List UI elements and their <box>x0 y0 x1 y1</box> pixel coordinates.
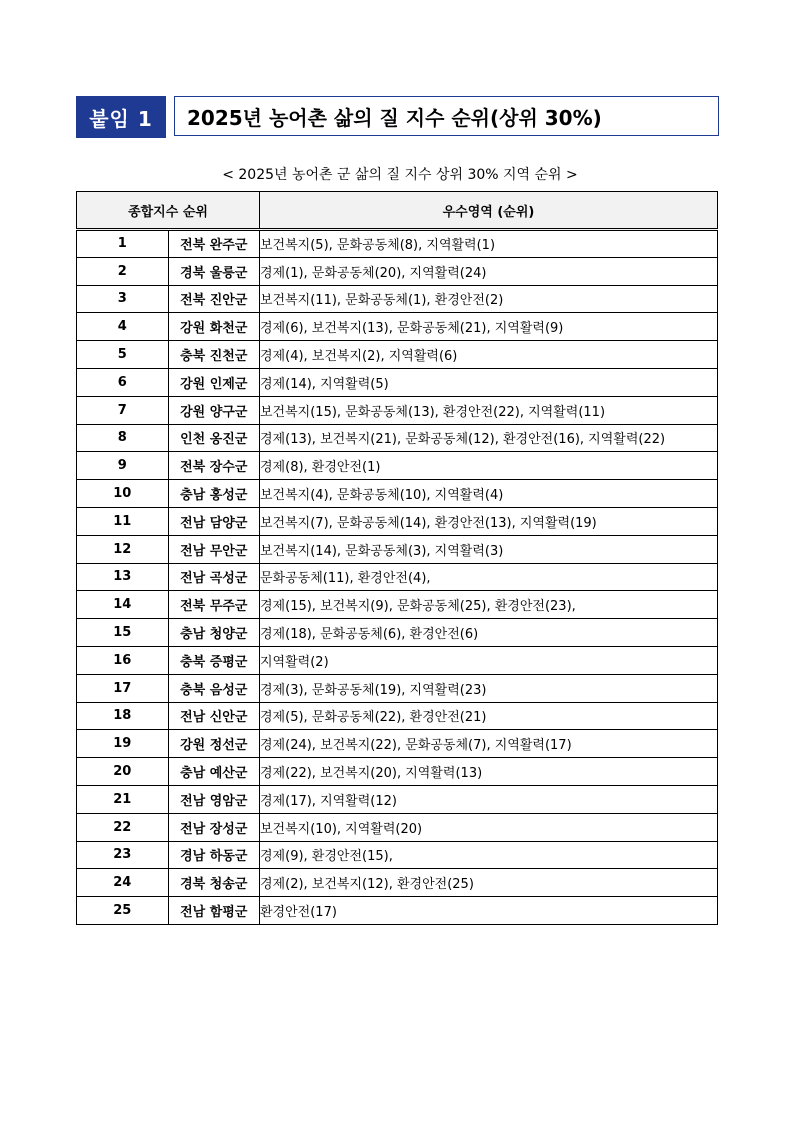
areas-cell: 문화공동체(11), 환경안전(4), <box>260 563 718 591</box>
table-row <box>77 674 718 702</box>
areas-cell: 보건복지(7), 문화공동체(14), 환경안전(13), 지역활력(19) <box>260 507 718 535</box>
region-cell: 전남 장성군 <box>168 813 260 841</box>
rank-cell: 14 <box>77 591 169 619</box>
areas-cell: 경제(6), 보건복지(13), 문화공동체(21), 지역활력(9) <box>260 313 718 341</box>
table-row <box>77 424 718 452</box>
rank-cell: 2 <box>77 257 169 285</box>
region-cell: 강원 양구군 <box>168 396 260 424</box>
region-cell: 충북 진천군 <box>168 341 260 369</box>
rank-cell: 23 <box>77 841 169 869</box>
region-cell: 전북 무주군 <box>168 591 260 619</box>
region-cell: 전남 담양군 <box>168 507 260 535</box>
table-row <box>77 368 718 396</box>
areas-cell: 경제(15), 보건복지(9), 문화공동체(25), 환경안전(23), <box>260 591 718 619</box>
areas-cell: 경제(17), 지역활력(12) <box>260 785 718 813</box>
rank-cell: 17 <box>77 674 169 702</box>
rank-cell: 4 <box>77 313 169 341</box>
rank-cell: 9 <box>77 452 169 480</box>
rank-cell: 1 <box>77 230 169 258</box>
table-row <box>77 702 718 730</box>
table-row <box>77 813 718 841</box>
table-row <box>77 230 718 258</box>
areas-cell: 보건복지(4), 문화공동체(10), 지역활력(4) <box>260 480 718 508</box>
rank-cell: 22 <box>77 813 169 841</box>
region-cell: 전북 장수군 <box>168 452 260 480</box>
region-cell: 충남 예산군 <box>168 758 260 786</box>
areas-cell: 경제(14), 지역활력(5) <box>260 368 718 396</box>
table-row <box>77 646 718 674</box>
areas-cell: 경제(2), 보건복지(12), 환경안전(25) <box>260 869 718 897</box>
areas-cell: 보건복지(10), 지역활력(20) <box>260 813 718 841</box>
areas-cell: 경제(13), 보건복지(21), 문화공동체(12), 환경안전(16), 지역활력(22) <box>260 424 718 452</box>
table-row <box>77 396 718 424</box>
rank-cell: 11 <box>77 507 169 535</box>
attachment-badge: 붙임 1 <box>76 96 166 138</box>
table-row <box>77 591 718 619</box>
region-cell: 전북 완주군 <box>168 230 260 258</box>
areas-cell: 경제(5), 문화공동체(22), 환경안전(21) <box>260 702 718 730</box>
table-row <box>77 841 718 869</box>
rank-cell: 7 <box>77 396 169 424</box>
region-cell: 전남 함평군 <box>168 897 260 925</box>
region-cell: 전남 영암군 <box>168 785 260 813</box>
areas-cell: 경제(18), 문화공동체(6), 환경안전(6) <box>260 619 718 647</box>
rank-cell: 13 <box>77 563 169 591</box>
areas-cell: 경제(8), 환경안전(1) <box>260 452 718 480</box>
column-header-areas: 우수영역 (순위) <box>260 192 718 230</box>
areas-cell: 보건복지(15), 문화공동체(13), 환경안전(22), 지역활력(11) <box>260 396 718 424</box>
region-cell: 충남 홍성군 <box>168 480 260 508</box>
areas-cell: 경제(4), 보건복지(2), 지역활력(6) <box>260 341 718 369</box>
table-row <box>77 785 718 813</box>
table-row <box>77 341 718 369</box>
document-title: 2025년 농어촌 삶의 질 지수 순위(상위 30%) <box>174 96 719 136</box>
rank-cell: 16 <box>77 646 169 674</box>
table-row <box>77 758 718 786</box>
region-cell: 전남 신안군 <box>168 702 260 730</box>
table-row <box>77 869 718 897</box>
areas-cell: 보건복지(11), 문화공동체(1), 환경안전(2) <box>260 285 718 313</box>
table-row <box>77 619 718 647</box>
table-row <box>77 535 718 563</box>
region-cell: 강원 인제군 <box>168 368 260 396</box>
rank-cell: 18 <box>77 702 169 730</box>
areas-cell: 경제(9), 환경안전(15), <box>260 841 718 869</box>
areas-cell: 지역활력(2) <box>260 646 718 674</box>
areas-cell: 경제(24), 보건복지(22), 문화공동체(7), 지역활력(17) <box>260 730 718 758</box>
region-cell: 강원 정선군 <box>168 730 260 758</box>
region-cell: 충남 청양군 <box>168 619 260 647</box>
rank-cell: 20 <box>77 758 169 786</box>
rank-cell: 24 <box>77 869 169 897</box>
rank-cell: 25 <box>77 897 169 925</box>
areas-cell: 경제(22), 보건복지(20), 지역활력(13) <box>260 758 718 786</box>
region-cell: 충북 음성군 <box>168 674 260 702</box>
table-caption: < 2025년 농어촌 군 삶의 질 지수 상위 30% 지역 순위 > <box>222 167 578 183</box>
areas-cell: 보건복지(5), 문화공동체(8), 지역활력(1) <box>260 230 718 258</box>
ranking-table <box>76 191 718 925</box>
region-cell: 전북 진안군 <box>168 285 260 313</box>
rank-cell: 3 <box>77 285 169 313</box>
table-body <box>77 230 718 925</box>
region-cell: 전남 곡성군 <box>168 563 260 591</box>
areas-cell: 경제(1), 문화공동체(20), 지역활력(24) <box>260 257 718 285</box>
areas-cell: 환경안전(17) <box>260 897 718 925</box>
region-cell: 전남 무안군 <box>168 535 260 563</box>
table-row <box>77 452 718 480</box>
rank-cell: 19 <box>77 730 169 758</box>
document-header <box>76 96 721 138</box>
table-row <box>77 730 718 758</box>
rank-cell: 8 <box>77 424 169 452</box>
rank-cell: 12 <box>77 535 169 563</box>
table-row <box>77 897 718 925</box>
areas-cell: 경제(3), 문화공동체(19), 지역활력(23) <box>260 674 718 702</box>
rank-cell: 10 <box>77 480 169 508</box>
region-cell: 충북 증평군 <box>168 646 260 674</box>
areas-cell: 보건복지(14), 문화공동체(3), 지역활력(3) <box>260 535 718 563</box>
table-row <box>77 313 718 341</box>
rank-cell: 15 <box>77 619 169 647</box>
region-cell: 강원 화천군 <box>168 313 260 341</box>
region-cell: 경남 하동군 <box>168 841 260 869</box>
table-row <box>77 507 718 535</box>
table-row <box>77 480 718 508</box>
rank-cell: 6 <box>77 368 169 396</box>
table-row <box>77 563 718 591</box>
table-row <box>77 285 718 313</box>
rank-cell: 21 <box>77 785 169 813</box>
region-cell: 경북 청송군 <box>168 869 260 897</box>
rank-cell: 5 <box>77 341 169 369</box>
column-header-rank: 종합지수 순위 <box>77 192 260 230</box>
table-header-row <box>77 192 718 230</box>
table-row <box>77 257 718 285</box>
region-cell: 경북 울릉군 <box>168 257 260 285</box>
region-cell: 인천 옹진군 <box>168 424 260 452</box>
